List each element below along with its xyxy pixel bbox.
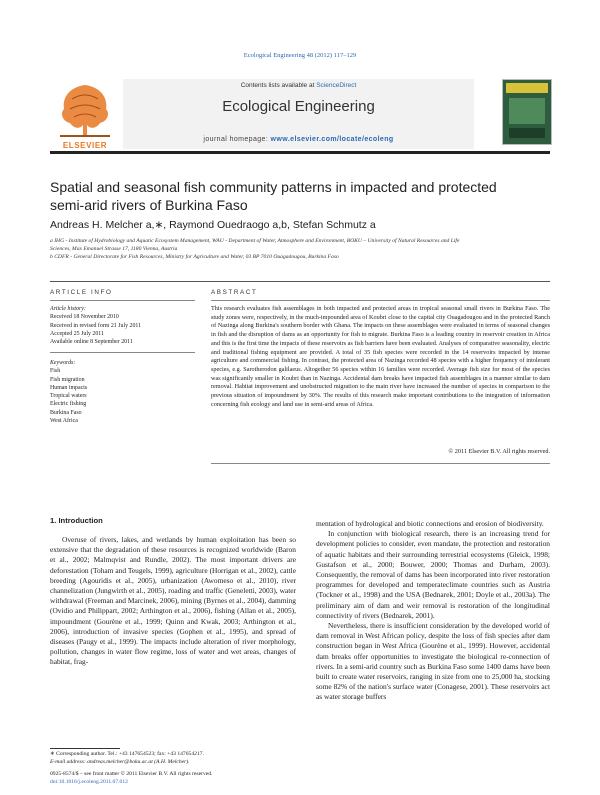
history-online: Available online 8 September 2011 [50, 339, 133, 346]
abstract-text: This research evaluates fish assemblages in both impacted and protected areas in tropical seasonal small rivers in Burkina Faso. The study zones were, respectively, in the much-impounded area of Koubri close to the capital city Ouagadougou and in the protected Ranch of Nazinga along Burkina's southern border with Ghana. The impacts on these assemblages were evaluated in terms of seasonal changes in fish and the disruption of dams as an opportunity for fish to migrate. Burkina Faso is a leading country in reservoir creation in Africa and this is the first time the impacts of these reservoirs as fish barriers have been evaluated. Analyses of comparative seasonality, electric and traditional fishing equipment are provided. A total of 35 fish species were recorded in the 14 reservoirs impacted by intense agriculture and commercial fishing. In contrast, the protected area of Nazinga recorded 48 species with a higher frequency of intolerant species, e.g. Sarotherodon galilaeus. Altogether 56 species within 16 families were recorded. Average fish size for most of the species was significantly smaller in Koubri than in Nazinga. Accidental dam breaks have impacted fish assemblages in a manner similar to dam removal. Habitat improvement and unobstructed migration to the main river have increased the number of species in comparison to the previous situation of impoundment by 30%. The results of this research make important contributions to the integration of information concerning fish ecology and land use in semi-arid areas of Africa. [211, 305, 550, 408]
paragraph: In conjunction with biological research, there is an increasing trend for development policies to consider, even mandate, the protection and restoration of aquatic habitats and their surrounding terrestrial ecosystems (Gleick, 1998; Gustafson et al., 2000; Bouwer, 2000; Thomas and Durham, 2003). Consequently, the removal of dams has been incorporated into river restoration programmes for developed and temperateclimate countries such as Austria (Tockner et al., 1998) and the USA (Bednarek, 2001; Doyle et al., 2003a). The preliminary aim of dam and weir removal is restoration of the longitudinal connectivity of rivers (Bednarek, 2001). [316, 529, 550, 620]
elsevier-tree-logo [50, 79, 120, 141]
history-received: Received 18 November 2010 [50, 314, 119, 321]
homepage-prefix: journal homepage: [203, 136, 271, 143]
journal-homepage [123, 136, 474, 143]
article-info-heading: ARTICLE INFO [50, 289, 113, 296]
article-title [50, 178, 550, 214]
introduction-column-2 [316, 519, 550, 703]
section-rule [50, 281, 550, 282]
header-rule [50, 151, 550, 154]
keyword: Burkina Faso [50, 409, 82, 416]
front-matter [50, 771, 350, 786]
keyword: Electric fishing [50, 401, 87, 408]
issn-line: 0925-8574/$ – see front matter © 2011 Elsevier B.V. All rights reserved. [50, 771, 213, 777]
abstract-end-rule [211, 463, 550, 464]
keyword: Human impacts [50, 384, 88, 391]
footnote-rule [50, 748, 120, 749]
affiliations [50, 237, 550, 262]
abstract-rule [211, 300, 550, 301]
affiliation-b: b CDFR - General Directorate for Fish Resources, Ministry for Agriculture and Water, 03 BP 7010 Ouagadougou, Burkina Faso [50, 254, 339, 261]
history-label: Article history: [50, 306, 86, 312]
introduction-column-1: Overuse of rivers, lakes, and wetlands by human exploitation has been so extensive that the degradation of these resources is recognized worldwide (Baron et al., 2002; Malmqvist and Rundle, 2002). The most important drivers are deforestation (Toham and Teugels, 1999), agriculture (Horrigan et al., 2002), cattle breeding (Agouridis et al., 2005), urbanization (Awomeso et al., 2010), river channelization (Jungwirth et al., 2005), roading and traffic (Geneletti, 2003), water withdrawal (Freeman and Marcinek, 2006), mining (Byrnes et al., 2004), damming (Ovidio and Philippart, 2002; Arthington et al., 2006), fishing (Allan et al., 2005), impoundment (Gourène et al., 1999; Quinn and Kwak, 2003; Arthington et al., 2006), introduction of invasive species (Gophen et al., 1995), and spread of diseases (Paugy et al., 1999). The impacts include alteration of river morphology, pollution, changes in water flow regime, loss of water and wet areas, changes of habitat, frag- [50, 535, 296, 667]
publisher-logo-text: ELSEVIER [62, 141, 108, 150]
affiliation-a-cont: Sciences, Max Emanuel Strasse 17, 1180 Vienna, Austria [50, 246, 178, 253]
homepage-link[interactable]: www.elsevier.com/locate/ecoleng [270, 136, 394, 143]
title-line-2: semi-arid rivers of Burkina Faso [50, 197, 248, 213]
doi-link[interactable]: doi:10.1016/j.ecoleng.2011.07.012 [50, 778, 128, 785]
article-info-rule [50, 300, 195, 301]
journal-cover-image[interactable] [502, 79, 552, 145]
keywords-label: Keywords: [50, 360, 76, 366]
journal-name: Ecological Engineering [222, 98, 375, 115]
journal-citation[interactable]: Ecological Engineering 48 (2012) 117–129 [243, 52, 357, 59]
introduction-heading: 1. Introduction [50, 516, 103, 525]
keyword: Tropical waters [50, 393, 87, 400]
article-history [50, 305, 200, 346]
title-line-1: Spatial and seasonal fish community patterns in impacted and protected [50, 179, 497, 195]
paragraph: Nevertheless, there is insufficient consideration by the developed world of dam removal in West African policy, despite the loss of fish species after dam construction began in West Africa (Gourène et al., 1999). However, accidental dam breaks offer opportunities to investigate the biological re-connection of rivers. In a semi-arid country such as Burkina Faso some 1400 dams have been built to create water reservoirs, ranging in size from one to 25,000 ha, stocking some 82% of the nation's surface water (Conagese, 2001). These reservoirs act as water storage buffers [316, 621, 550, 702]
author-list[interactable]: Andreas H. Melcher a,∗, Raymond Ouedraogo a,b, Stefan Schmutz a [50, 219, 376, 231]
keywords-rule [50, 352, 195, 353]
copyright-notice: © 2011 Elsevier B.V. All rights reserved. [448, 448, 550, 455]
history-accepted: Accepted 25 July 2011 [50, 330, 104, 337]
contents-prefix: Contents lists available at [240, 82, 317, 89]
keyword: Fish [50, 368, 61, 375]
keyword: Fish migration [50, 376, 85, 383]
abstract-heading: ABSTRACT [211, 289, 258, 296]
corresponding-author: ∗ Corresponding author. Tel.: +43 147654523; fax: +43 147654217. [50, 751, 204, 757]
sciencedirect-link[interactable]: ScienceDirect [316, 82, 357, 89]
author-email[interactable]: E-mail address: andreas.melcher@boku.ac.at (A.H. Melcher). [50, 758, 190, 765]
corresponding-author-footnote [50, 751, 310, 767]
paragraph: mentation of hydrological and biotic connections and erosion of biodiversity. [316, 519, 544, 528]
history-revised: Received in revised form 21 July 2011 [50, 322, 142, 329]
keywords-list [50, 359, 200, 425]
affiliation-a: a IHG - Institute of Hydrobiology and Aquatic Ecosystem Management, WAU - Department of Water, Atmosphere and Environment, BOKU – University of Natural Resources and Life [50, 238, 460, 244]
contents-availability [123, 82, 474, 89]
keyword: West Africa [50, 418, 78, 425]
